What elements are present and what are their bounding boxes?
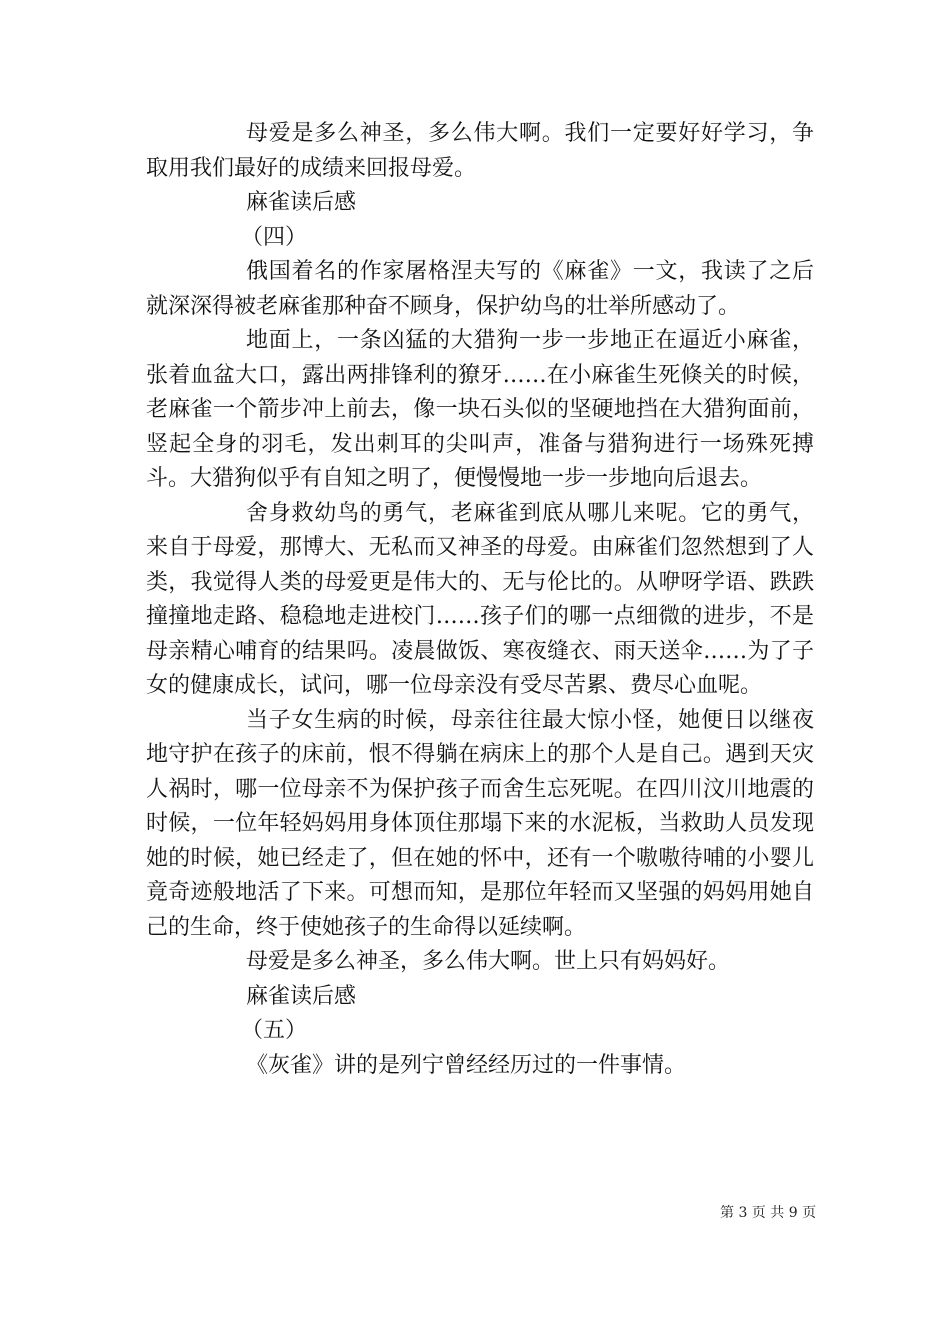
paragraph-story-4: 地面上，一条凶猛的大猎狗一步一步地正在逼近小麻雀，张着血盆大口，露出两排锋利的獠牙……在小麻雀生死倏关的时候，老麻雀一个箭步冲上前去，像一块石头似的坚硬地挡在大猎狗面前，竖起全身的羽毛，发出刺耳的尖叫声，准备与猎狗进行一场殊死搏斗。大猎狗似乎有自知之明了，便慢慢地一步一步地向后退去。 [146, 328, 814, 491]
paragraph-closing-3: 母爱是多么神圣，多么伟大啊。我们一定要好好学习，争取用我们最好的成绩来回报母爱。 [146, 121, 814, 181]
paragraph-example-4: 当子女生病的时候，母亲往往最大惊小怪，她便日以继夜地守护在孩子的床前，恨不得躺在病床上的那个人是自己。遇到天灾人祸时，哪一位母亲不为保护孩子而舍生忘死呢。在四川汶川地震的时候，一位年轻妈妈用身体顶住那塌下来的水泥板，当救助人员发现她的时候，她已经走了，但在她的怀中，还有一个嗷嗷待哺的小婴儿竟奇迹般地活了下来。可想而知，是那位年轻而又坚强的妈妈用她自己的生命，终于使她孩子的生命得以延续啊。 [146, 707, 814, 940]
section-title: 麻雀读后感 [246, 983, 357, 1009]
paragraph-reflection-4: 舍身救幼鸟的勇气，老麻雀到底从哪儿来呢。它的勇气，来自于母爱，那博大、无私而又神圣的母爱。由麻雀们忽然想到了人类，我觉得人类的母爱更是伟大的、无与伦比的。从咿呀学语、跌跌撞撞地走路、稳稳地走进校门……孩子们的哪一点细微的进步，不是母亲精心哺育的结果吗。凌晨做饭、寒夜缝衣、雨天送伞……为了子女的健康成长，试问，哪一位母亲没有受尽苦累、费尽心血呢。 [146, 500, 814, 698]
section-number: （四） [241, 224, 308, 250]
page-number-footer: 第 3 页 共 9 页 [720, 1205, 817, 1221]
paragraph-intro-5: 《灰雀》讲的是列宁曾经经历过的一件事情。 [246, 1052, 687, 1078]
section-title: 麻雀读后感 [246, 190, 357, 215]
document-body [146, 117, 814, 1083]
paragraph-closing-4: 母爱是多么神圣，多么伟大啊。世上只有妈妈好。 [246, 949, 731, 974]
paragraph-intro-4: 俄国着名的作家屠格涅夫写的《麻雀》一文，我读了之后就深深得被老麻雀那种奋不顾身，保护幼鸟的壮举所感动了。 [146, 259, 814, 319]
section-number: （五） [241, 1018, 308, 1043]
